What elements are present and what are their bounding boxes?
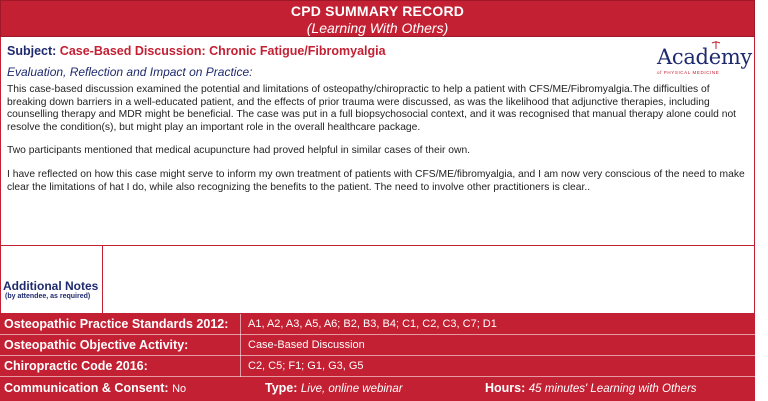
reflection-paragraph: This case-based discussion examined the potential and limitations of osteopathy/chiropractic to help a patient with CFS/ME/Fibromyalgia.The difficulties of breaking down barriers in a well-educated patient, and the effects of prior trauma were discussed, as was the likelihood that adjunctive therapies, including counselling therapy and MDR might be beneficial. The case was put in a full biopsychosocial context, and it was recognised that manual therapy alone could not resolve the condition(s), but might play an important role in the overall healthcare package. (7, 84, 737, 133)
activity-type-value: Live, online webinar (300, 383, 403, 395)
standards-value: Case-Based Discussion (248, 339, 365, 351)
activity-hours-label: Hours: (485, 381, 526, 395)
record-title: CPD SUMMARY RECORD (290, 3, 465, 19)
standards-table (0, 314, 755, 401)
logo-tagline: of PHYSICAL MEDICINE (657, 70, 720, 75)
footer-row (0, 377, 755, 401)
standards-row (0, 356, 755, 377)
record-header (0, 0, 755, 37)
additional-notes-sublabel: (by attendee, as required) (5, 293, 91, 300)
activity-hours (485, 381, 697, 395)
standards-row (0, 335, 755, 356)
standards-key: Osteopathic Objective Activity: (4, 338, 189, 352)
activity-hours-value: 45 minutes' Learning with Others (528, 383, 697, 395)
evaluation-heading: Evaluation, Reflection and Impact on Practice: (7, 65, 253, 79)
academy-logo (655, 45, 752, 81)
activity-type (265, 381, 403, 395)
standards-key: Chiropractic Code 2016: (4, 359, 148, 373)
reflection-paragraph: I have reflected on how this case might serve to inform my own treatment of patients with CFS/ME/fibromyalgia, and I am now very conscious of the need to make clear the limitations of hat I do, while also recognizing the benefits to the patient. The need to involve other practitioners is clear.. (7, 168, 745, 193)
subject-value: Case-Based Discussion: Chronic Fatigue/Fibromyalgia (59, 44, 386, 58)
row-divider (240, 335, 241, 356)
communication-consent (4, 381, 186, 395)
additional-notes-label: Additional Notes (3, 279, 99, 293)
main-panel (0, 37, 755, 245)
row-divider (240, 314, 241, 335)
additional-notes-label-cell (1, 246, 103, 313)
row-divider (240, 356, 241, 377)
additional-notes-section (0, 245, 755, 314)
communication-consent-label: Communication & Consent: (4, 381, 169, 395)
standards-value: C2, C5; F1; G1, G3, G5 (248, 360, 364, 372)
reflection-text (7, 84, 747, 205)
subject-label: Subject: (7, 44, 57, 58)
standards-value: A1, A2, A3, A5, A6; B2, B3, B4; C1, C2, C3, C7; D1 (248, 318, 497, 330)
standards-key: Osteopathic Practice Standards 2012: (4, 317, 229, 331)
record-subtitle: (Learning With Others) (306, 20, 449, 36)
subject-line (7, 44, 386, 58)
reflection-paragraph: Two participants mentioned that medical acupuncture had proved helpful in similar cases of their own. (7, 145, 471, 157)
activity-type-label: Type: (265, 381, 298, 395)
standards-row (0, 314, 755, 335)
logo-wordmark: Academy (657, 45, 752, 69)
communication-consent-value: No (172, 383, 187, 395)
